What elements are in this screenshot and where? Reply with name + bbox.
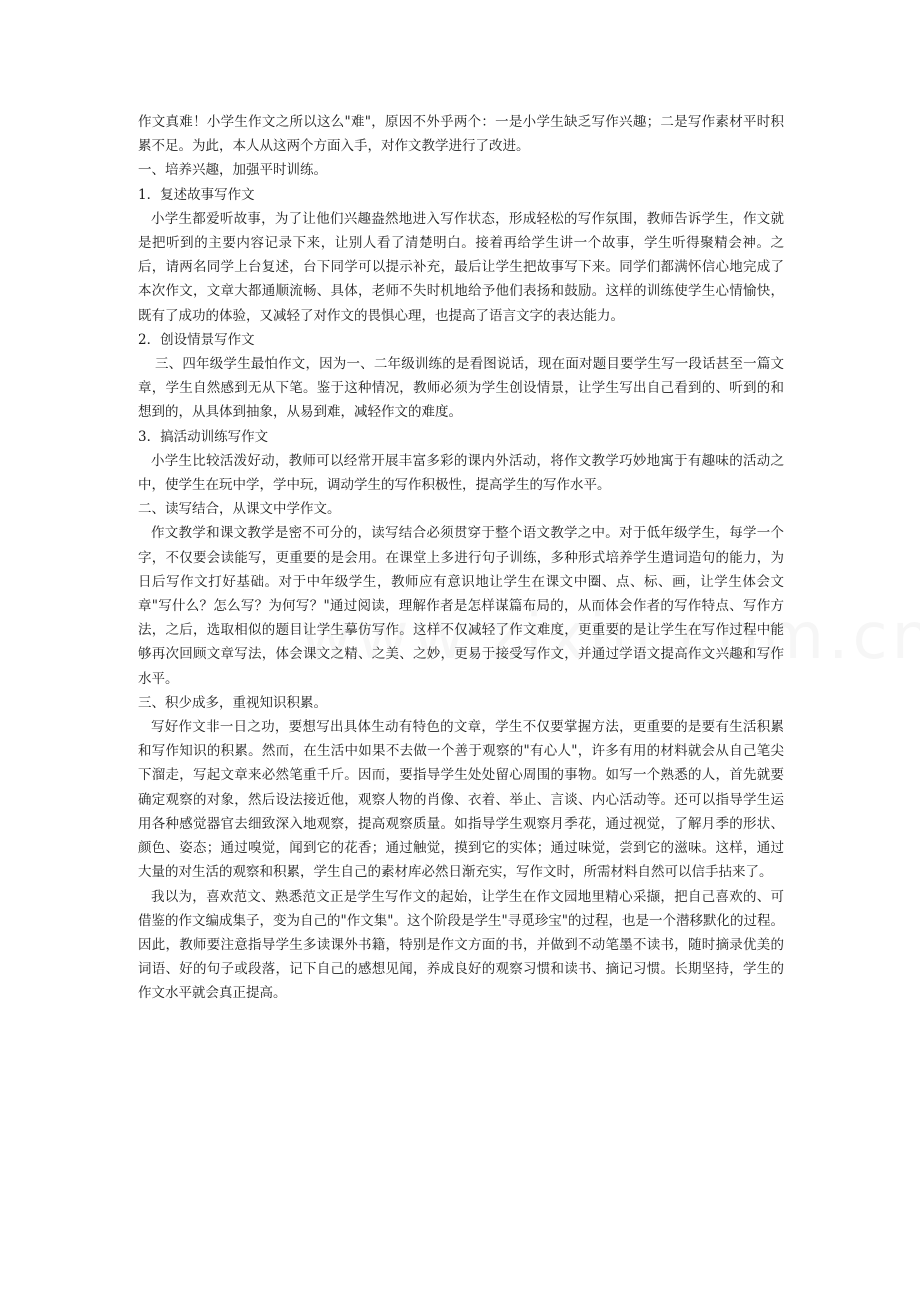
subheading-1-2: 2．创设情景写作文 xyxy=(138,331,255,348)
body-paragraph: 小学生都爱听故事，为了让他们兴趣盎然地进入写作状态，形成轻松的写作氛围，教师告诉学生，作文就是把听到的主要内容记录下来，让别人看了清楚明白。接着再给学生讲一个故事，学生听得聚精会神。之后，请两名同学上台复述，台下同学可以提示补充，最后让学生把故事写下来。同学们都满怀信心地完成了本次作文，文章大都通顺流畅、具体，老师不失时机地给予他们表扬和鼓励。这样的训练使学生心情愉快，既有了成功的体验，又减轻了对作文的畏惧心理，也提高了语言文字的表达能力。 xyxy=(138,210,784,324)
intro-paragraph: 作文真难！小学生作文之所以这么"难"，原因不外乎两个：一是小学生缺乏写作兴趣；二是写作素材平时积累不足。为此，本人从这两个方面入手，对作文教学进行了改进。 xyxy=(138,114,784,155)
subheading-1-1: 1．复述故事写作文 xyxy=(138,186,255,203)
closing-paragraph: 我以为，喜欢范文、熟悉范文正是学生写作文的起始，让学生在作文园地里精心采撷，把自己喜欢的、可借鉴的作文编成集子，变为自己的"作文集"。这个阶段是学生"寻觅珍宝"的过程，也是一个潜移默化的过程。因此，教师要注意指导学生多读课外书籍，特别是作文方面的书，并做到不动笔墨不读书，随时摘录优美的词语、好的句子或段落，记下自己的感想见闻，养成良好的观察习惯和读书、摘记习惯。长期坚持，学生的作文水平就会真正提高。 xyxy=(138,888,784,1002)
subheading-1-3: 3．搞活动训练写作文 xyxy=(138,428,269,445)
body-paragraph: 写好作文非一日之功，要想写出具体生动有特色的文章，学生不仅要掌握方法，更重要的是要有生活积累和写作知识的积累。然而，在生活中如果不去做一个善于观察的"有心人"，许多有用的材料就会从自己笔尖下溜走，写起文章来必然笔重千斤。因而，要指导学生处处留心周围的事物。如写一个熟悉的人，首先就要确定观察的对象，然后设法接近他，观察人物的肖像、衣着、举止、言谈、内心活动等。还可以指导学生运用各种感觉器官去细致深入地观察，提高观察质量。如指导学生观察月季花，通过视觉，了解月季的形状、颜色、姿态；通过嗅觉，闻到它的花香；通过触觉，摸到它的实体；通过味觉，尝到它的滋味。这样，通过大量的对生活的观察和积累，学生自己的素材库必然日渐充实，写作文时，所需材料自然可以信手拈来了。 xyxy=(138,719,784,881)
body-paragraph: 三、四年级学生最怕作文，因为一、二年级训练的是看图说话，现在面对题目要学生写一段话甚至一篇文章，学生自然感到无从下笔。鉴于这种情况，教师必须为学生创设情景，让学生写出自己看到的、听到的和想到的，从具体到抽象，从易到难，减轻作文的难度。 xyxy=(138,356,784,421)
section-heading-2: 二、读写结合，从课文中学作文。 xyxy=(138,501,341,518)
document-body xyxy=(138,110,784,1006)
section-heading-1: 一、培养兴趣，加强平时训练。 xyxy=(138,162,327,179)
section-heading-3: 三、积少成多，重视知识积累。 xyxy=(138,694,327,711)
body-paragraph: 作文教学和课文教学是密不可分的，读写结合必须贯穿于整个语文教学之中。对于低年级学生，每学一个字，不仅要会读能写，更重要的是会用。在课堂上多进行句子训练，多种形式培养学生遣词造句的能力，为日后写作文打好基础。对于中年级学生，教师应有意识地让学生在课文中圈、点、标、画，让学生体会文章"写什么？怎么写？为何写？"通过阅读，理解作者是怎样谋篇布局的，从而体会作者的写作特点、写作方法，之后，选取相似的题目让学生摹仿写作。这样不仅减轻了作文难度，更重要的是让学生在写作过程中能够再次回顾文章写法，体会课文之精、之美、之妙，更易于接受写作文，并通过学语文提高作文兴趣和写作水平。 xyxy=(138,525,784,687)
body-paragraph: 小学生比较活泼好动，教师可以经常开展丰富多彩的课内外活动，将作文教学巧妙地寓于有趣味的活动之中，使学生在玩中学，学中玩，调动学生的写作积极性，提高学生的写作水平。 xyxy=(138,452,784,494)
